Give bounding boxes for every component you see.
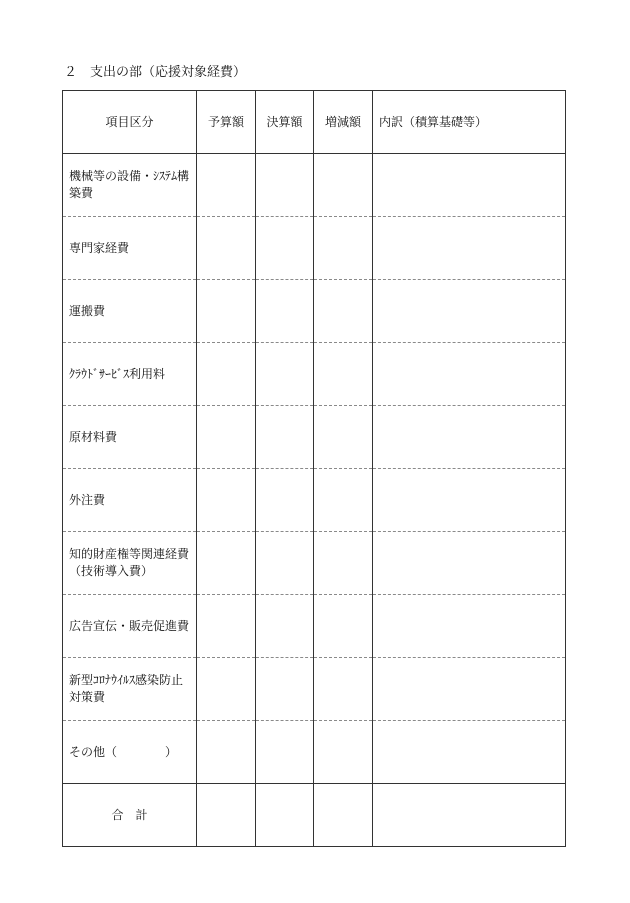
settlement-cell[interactable] [256,532,314,595]
row-label-line1: 機械等の設備・ｼｽﾃﾑ構 [69,169,190,183]
table-row [63,154,566,217]
row-label-line1: 運搬費 [69,303,106,318]
settlement-cell[interactable] [256,217,314,280]
row-label-line1: 原材料費 [69,429,118,444]
header-row [63,91,566,154]
change-cell[interactable] [314,217,373,280]
budget-cell[interactable] [197,154,256,217]
table-row [63,280,566,343]
row-label [63,469,197,532]
row-label [63,532,197,595]
table-row [63,343,566,406]
budget-cell[interactable] [197,217,256,280]
table-row [63,658,566,721]
header-breakdown: 内訳（積算基礎等） [373,91,566,154]
budget-cell[interactable] [197,595,256,658]
table-row [63,595,566,658]
total-change-cell[interactable] [314,784,373,847]
breakdown-cell[interactable] [373,154,566,217]
breakdown-cell[interactable] [373,406,566,469]
total-budget-cell[interactable] [197,784,256,847]
row-label-line1: ｸﾗｳﾄﾞｻｰﾋﾞｽ利用料 [69,366,166,381]
budget-cell[interactable] [197,721,256,784]
change-cell[interactable] [314,658,373,721]
row-label [63,595,197,658]
change-cell[interactable] [314,469,373,532]
settlement-cell[interactable] [256,658,314,721]
budget-cell[interactable] [197,343,256,406]
change-cell[interactable] [314,595,373,658]
row-label-line1: 外注費 [69,492,106,507]
budget-cell[interactable] [197,532,256,595]
row-label-line1: その他（ ） [69,744,178,759]
header-budget: 予算額 [197,91,256,154]
expense-table [62,90,566,847]
row-label-line1: 新型ｺﾛﾅｳｲﾙｽ感染防止 [69,673,184,687]
breakdown-cell[interactable] [373,721,566,784]
table-row [63,406,566,469]
table-row [63,532,566,595]
breakdown-cell[interactable] [373,469,566,532]
header-change: 増減額 [314,91,373,154]
row-label-line1: 広告宣伝・販売促進費 [69,618,190,633]
table-row [63,469,566,532]
budget-cell[interactable] [197,280,256,343]
total-settlement-cell[interactable] [256,784,314,847]
total-breakdown-cell[interactable] [373,784,566,847]
settlement-cell[interactable] [256,154,314,217]
row-label [63,658,197,721]
change-cell[interactable] [314,532,373,595]
row-label-line2: （技術導入費） [69,564,154,578]
settlement-cell[interactable] [256,469,314,532]
settlement-cell[interactable] [256,595,314,658]
row-label-line1: 知的財産権等関連経費 [69,547,190,561]
change-cell[interactable] [314,154,373,217]
change-cell[interactable] [314,721,373,784]
row-label-line1: 専門家経費 [69,240,130,255]
header-category: 項目区分 [63,91,197,154]
breakdown-cell[interactable] [373,658,566,721]
row-label [63,343,197,406]
breakdown-cell[interactable] [373,217,566,280]
settlement-cell[interactable] [256,406,314,469]
row-label-line2: 対策費 [69,690,106,704]
breakdown-cell[interactable] [373,532,566,595]
header-settlement: 決算額 [256,91,314,154]
change-cell[interactable] [314,343,373,406]
settlement-cell[interactable] [256,343,314,406]
row-label [63,154,197,217]
budget-cell[interactable] [197,469,256,532]
row-label [63,406,197,469]
budget-cell[interactable] [197,658,256,721]
settlement-cell[interactable] [256,280,314,343]
row-label-line2: 築費 [69,186,94,200]
change-cell[interactable] [314,406,373,469]
change-cell[interactable] [314,280,373,343]
breakdown-cell[interactable] [373,280,566,343]
row-label [63,217,197,280]
table-row [63,721,566,784]
total-row [63,784,566,847]
row-label [63,721,197,784]
row-label [63,280,197,343]
breakdown-cell[interactable] [373,343,566,406]
settlement-cell[interactable] [256,721,314,784]
budget-cell[interactable] [197,406,256,469]
total-label: 合 計 [63,784,197,847]
table-row [63,217,566,280]
breakdown-cell[interactable] [373,595,566,658]
section-title: ２ 支出の部（応援対象経費） [64,65,247,80]
